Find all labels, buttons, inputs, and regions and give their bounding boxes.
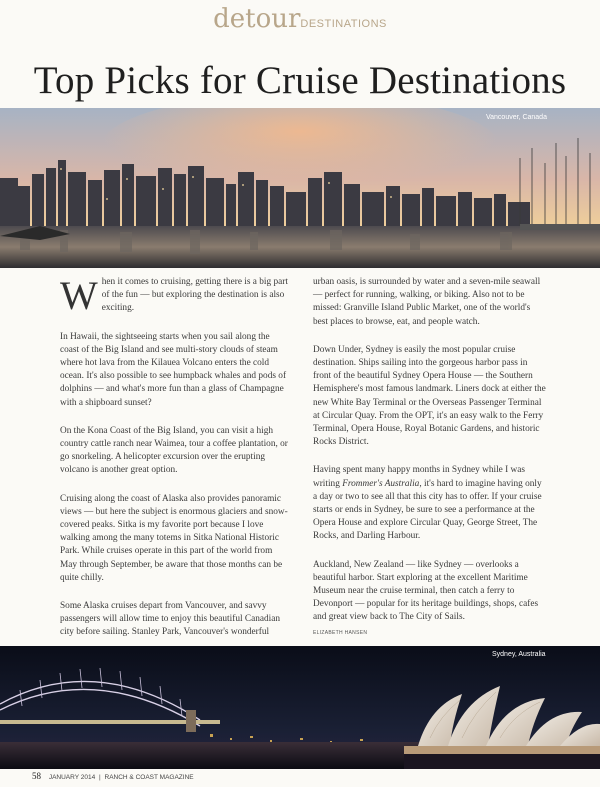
magazine-name: RANCH & COAST MAGAZINE [104,774,194,781]
page-footer [32,771,194,781]
article-paragraph: Down Under, Sydney is easily the most popular cruise destination. Ships sailing into the gorgeous harbor pass in front of the beautiful Sydney Opera House — the Southern Hemisphere's most famous landmark. Liners dock at either the new White Bay Terminal or the Overseas Passenger Terminal at Circular Quay. From the OPT, it's an easy walk to the Ferry Terminal, Opera House, Royal Botanic Gardens, and historic Rocks District. [313,344,546,448]
sydney-harbour-illustration [0,646,600,769]
book-title: Frommer's Australia [342,478,420,489]
page-title: Top Picks for Cruise Destinations [33,59,567,102]
article-paragraph: On the Kona Coast of the Big Island, you can visit a high country cattle ranch near Waimea, tour a coffee plantation, or go snorkeling. A helicopter excursion over the erupting volcano is another great option. [60,425,288,476]
article-column-1 [60,273,290,655]
footer-separator: | [99,774,101,781]
article-paragraph: Having spent many happy months in Sydney while I was writing Frommer's Australia, it's hard to imagine having only a day or two to see all that this city has to offer. If your cruise starts or ends in Sydney, be sure to see a performance at the Opera House and explore Circular Quay, George Street, The Rocks, and Darling Harbour. [313,465,542,542]
vancouver-photo [0,108,600,268]
section-header [0,4,600,34]
article-paragraph: Auckland, New Zealand — like Sydney — overlooks a beautiful harbor. Start exploring at the excellent Maritime Museum near the cruise terminal, then catch a ferry to Devonport — popular for its heritage buildings, shops, cafes and great view back to The City of Sails. [313,559,539,623]
vancouver-caption: Vancouver, Canada [486,114,547,121]
article-paragraph: urban oasis, is surrounded by water and a seven-mile seawall — perfect for running, walking, or biking. Also not to be missed: Granville Island Public Market, one of the world's best places to browse, eat, and people watch. [313,277,541,327]
sydney-caption: Sydney, Australia [492,651,546,658]
section-header-destinations: DESTINATIONS [300,18,387,30]
article-paragraph: When it comes to cruising, getting there is a big part of the fun — but exploring the destination is also exciting. [60,273,288,318]
vancouver-skyline-illustration [0,108,600,268]
article-paragraph: Cruising along the coast of Alaska also provides panoramic views — but here the subject is enormous glaciers and snow-covered peaks. Sitka is my favorite port because I love walking among the many totems in Sitka National Historic Park. While cruises operate in this part of the world from May through September, be aware that those months can be quite chilly. [60,493,288,583]
author-byline: ELIZABETH HANSEN [313,629,368,636]
article-paragraph: In Hawaii, the sightseeing starts when you sail along the coast of the Big Island and see multi-story clouds of steam where hot lava from the Kilauea Volcano enters the cold ocean. It's also possible to see humpback whales and pods of dolphins — and what's more fun than a glass of Champagne with a shipboard sunset? [60,331,287,408]
page-number: 58 [32,771,41,781]
issue-date: JANUARY 2014 [48,774,96,781]
drop-cap: W [60,273,98,318]
article-column-2 [313,276,547,640]
article-paragraph: Some Alaska cruises depart from Vancouver, and savvy passengers will allow time to enjoy this beautiful Canadian city before sailing. Stanley Park, Vancouver's wonderful [60,601,280,638]
sydney-photo [0,646,600,769]
section-header-detour: detour [213,4,301,34]
